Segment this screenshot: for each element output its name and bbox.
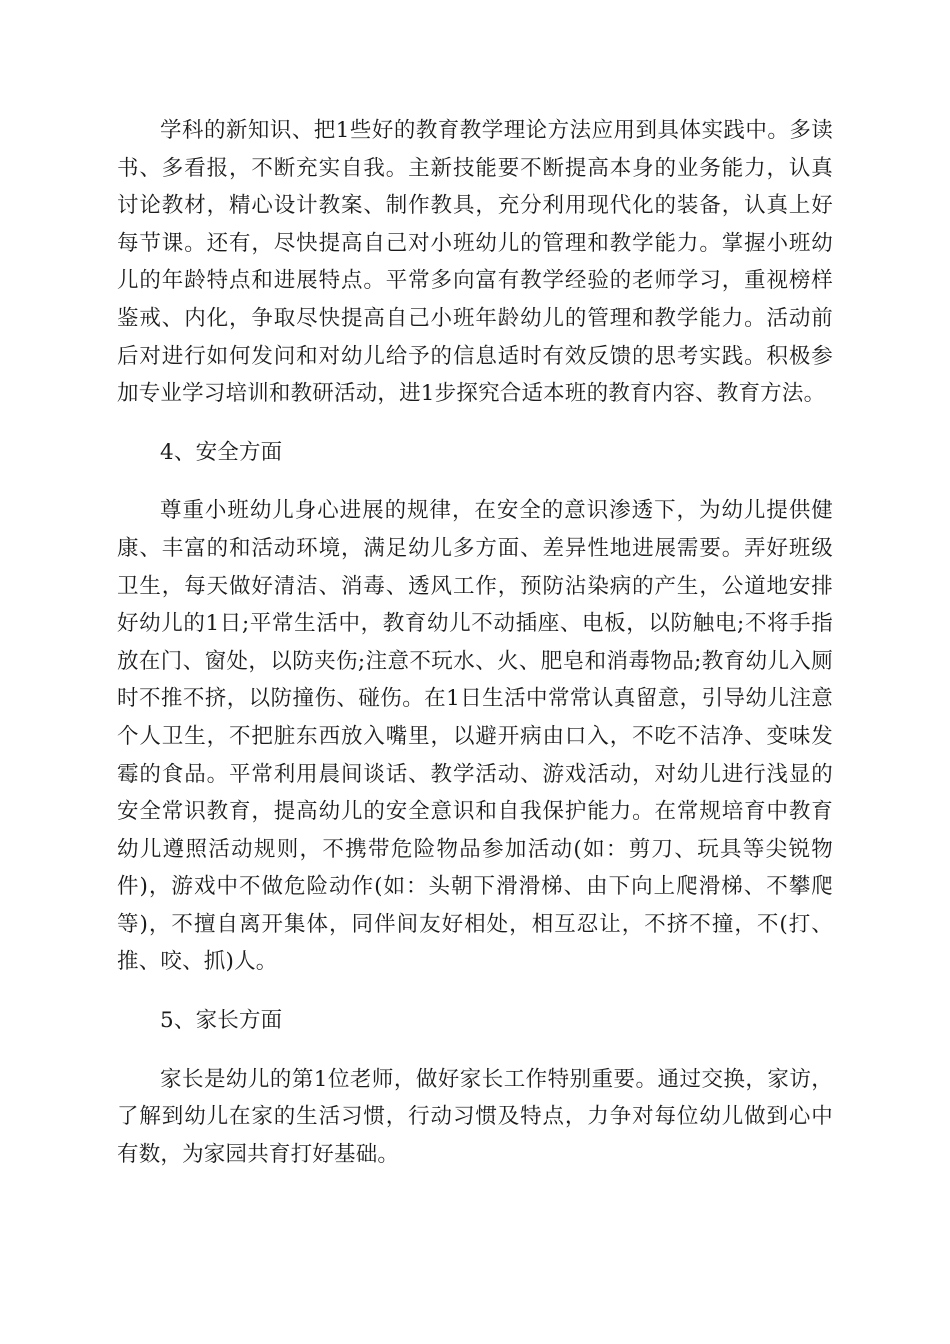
paragraph-safety: 尊重小班幼儿身心进展的规律，在安全的意识渗透下，为幼儿提供健康、丰富的和活动环境，满足幼儿多方面、差异性地进展需要。弄好班级卫生，每天做好清洁、消毒、透风工作，预防沾染病的产生，公道地安排好幼儿的1日;平常生活中，教育幼儿不动插座、电板，以防触电;不将手指放在门、窗处，以防夹伤;注意不玩水、火、肥皂和消毒物品;教育幼儿入厕时不推不挤，以防撞伤、碰伤。在1日生活中常常认真留意，引导幼儿注意个人卫生，不把脏东西放入嘴里，以避开病由口入，不吃不洁净、变味发霉的食品。平常利用晨间谈话、教学活动、游戏活动，对幼儿进行浅显的安全常识教育，提高幼儿的安全意识和自我保护能力。在常规培育中教育幼儿遵照活动规则，不携带危险物品参加活动(如：剪刀、玩具等尖锐物件)，游戏中不做危险动作(如：头朝下滑滑梯、由下向上爬滑梯、不攀爬等)，不擅自离开集体，同伴间友好相处，相互忍让，不挤不撞，不(打、推、咬、抓)人。	[117, 498, 833, 975]
paragraph-teaching-methods: 学科的新知识、把1些好的教育教学理论方法应用到具体实践中。多读书、多看报，不断充实自我。主新技能要不断提高本身的业务能力，认真讨论教材，精心设计教案、制作教具，充分利用现代化的装备，认真上好每节课。还有，尽快提高自己对小班幼儿的管理和教学能力。掌握小班幼儿的年龄特点和进展特点。平常多向富有教学经验的老师学习，重视榜样鉴戒、内化，争取尽快提高自己小班年龄幼儿的管理和教学能力。活动前后对进行如何发问和对幼儿给予的信息适时有效反馈的思考实践。积极参加专业学习培训和教研活动，进1步探究合适本班的教育内容、教育方法。	[117, 118, 833, 407]
paragraph-parents: 家长是幼儿的第1位老师，做好家长工作特别重要。通过交换，家访，了解到幼儿在家的生活习惯，行动习惯及特点，力争对每位幼儿做到心中有数，为家园共育打好基础。	[117, 1066, 833, 1167]
document-body	[117, 112, 833, 1194]
section-heading-parents: 5、家长方面	[160, 1008, 283, 1034]
section-heading-safety: 4、安全方面	[160, 439, 283, 465]
